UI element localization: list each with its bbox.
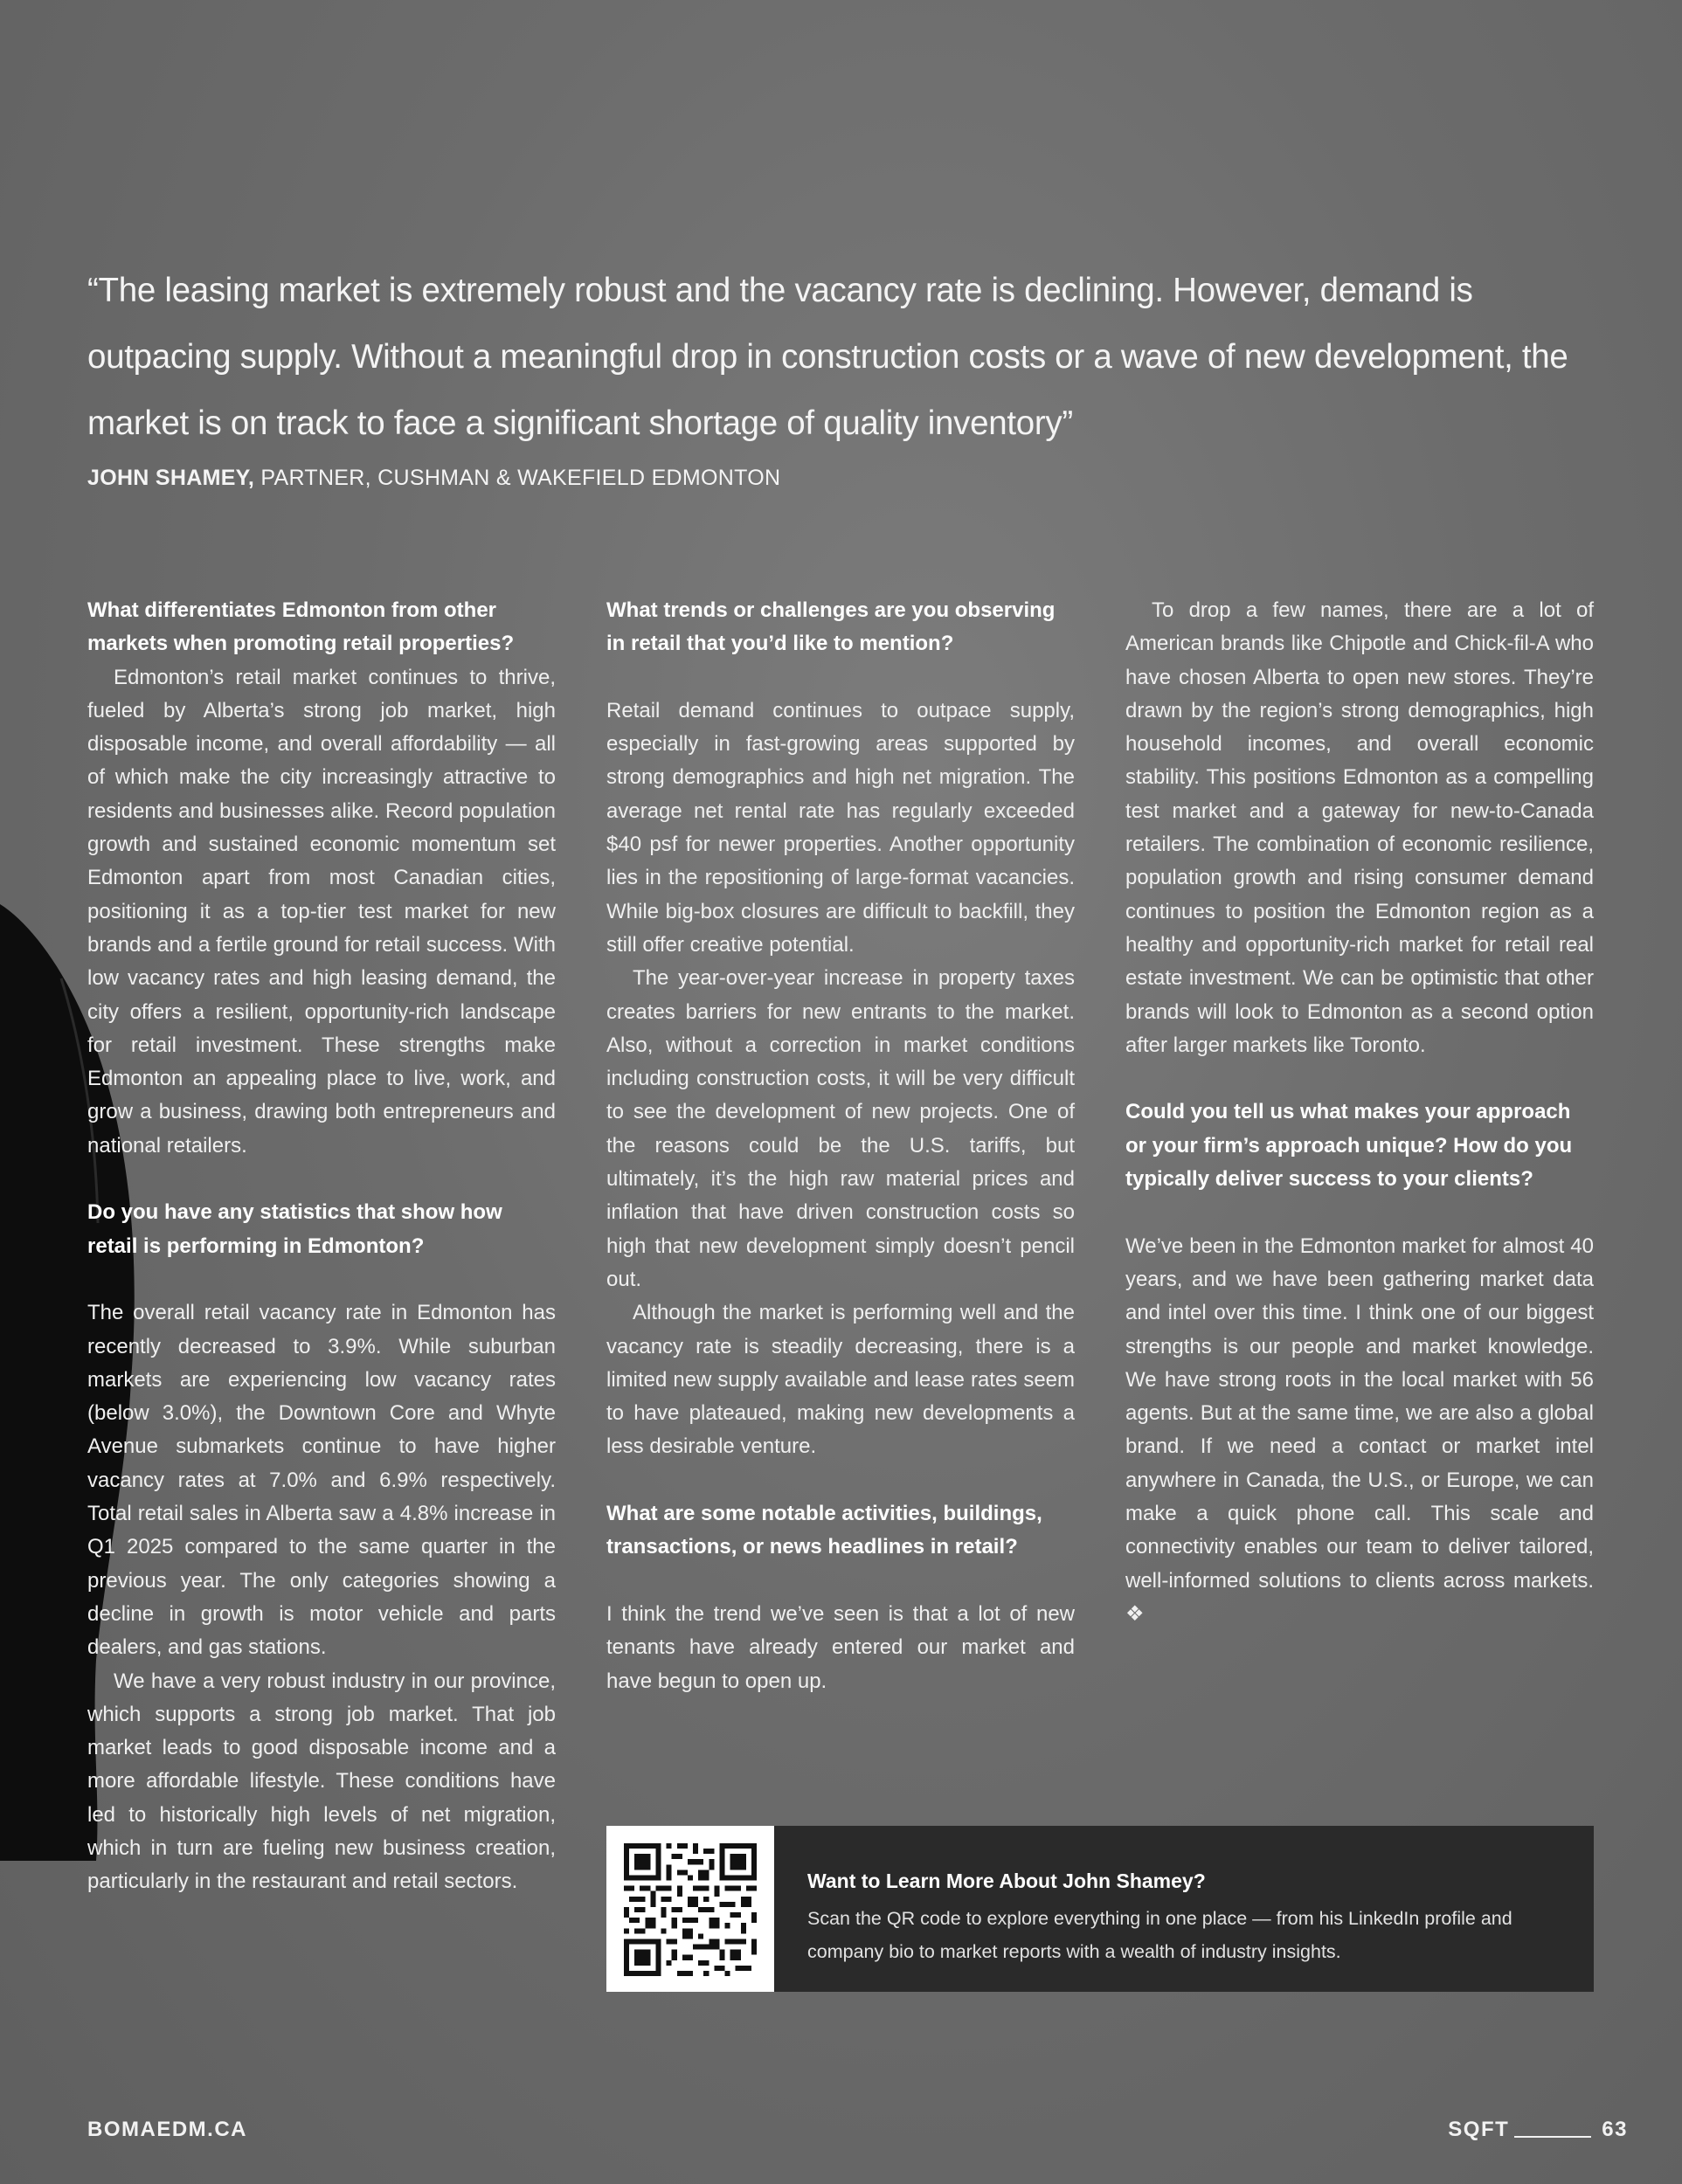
answer-paragraph: The overall retail vacancy rate in Edmonton has recently decreased to 3.9%. While suburban markets are experiencing low vacancy rates (below 3.0%), the Downtown Core and Whyte Avenue submarkets continue to have higher vacancy rates at 7.0% and 6.9% respectively. Total retail sales in Alberta saw a 4.8% increase in Q1 2025 compared to the same quarter in the previous year. The only categories showing a decline in growth is motor vehicle and parts dealers, and gas stations. [87, 1301, 556, 1660]
pull-quote [87, 258, 1590, 491]
footer-folio [1448, 2118, 1628, 2142]
question-heading: Could you tell us what makes your approach or your firm’s approach unique? How do you typically deliver success to your clients? [1125, 1100, 1573, 1192]
article-column-2 [606, 594, 1075, 1698]
answer-paragraph: To drop a few names, there are a lot of American brands like Chipotle and Chick-fil-A who have chosen Alberta to open new stores. They’re drawn by the region’s strong demographics, high household incomes, and overall economic stability. This positions Edmonton as a compelling test market and a gateway for new-to-Canada retailers. The combination of economic resilience, population growth and rising consumer demand continues to position the Edmonton region as a healthy and opportunity-rich market for retail real estate investment. We can be optimistic that other brands will look to Edmonton as a second option after larger markets like Toronto. [1125, 598, 1594, 1057]
answer-paragraph: The year-over-year increase in property taxes creates barriers for new entrants to the market. Also, without a correction in market conditions including construction costs, it will be very difficult to see the development of new projects. One of the reasons could be the U.S. tariffs, but ultimately, it’s the high raw material prices and inflation that have driven construction costs so high that new development simply doesn’t pencil out. [606, 966, 1075, 1291]
callout-body: Scan the QR code to explore everything in one place — from his LinkedIn profile and company bio to market reports with a wealth of industry insights. [807, 1908, 1512, 1962]
article-column-3 [1125, 594, 1594, 1631]
page-number: 63 [1602, 2118, 1628, 2141]
question-heading: What are some notable activities, buildings, transactions, or news headlines in retail? [606, 1502, 1042, 1559]
attribution-title: PARTNER, CUSHMAN & WAKEFIELD EDMONTON [260, 466, 781, 490]
qr-code[interactable] [606, 1826, 774, 1992]
question-heading: What differentiates Edmonton from other markets when promoting retail properties? [87, 598, 515, 656]
question-heading: Do you have any statistics that show how retail is performing in Edmonton? [87, 1200, 502, 1258]
article-column-1 [87, 594, 556, 1899]
pull-quote-text: “The leasing market is extremely robust and the vacancy rate is declining. However, demand is outpacing supply. Without a meaningful drop in construction costs or a wave of new development, the market is on track to face a significant shortage of quality inventory” [87, 272, 1568, 442]
learn-more-callout [606, 1826, 1594, 1992]
qr-code-icon [624, 1843, 757, 1976]
question-heading: What trends or challenges are you observing in retail that you’d like to mention? [606, 598, 1056, 656]
answer-paragraph: We’ve been in the Edmonton market for almost 40 years, and we have been gathering market data and intel over this time. I think one of our biggest strengths is our people and market knowledge. We have strong roots in the local market with 56 agents. But at the same time, we are also a global brand. If we need a contact or market intel anywhere in Canada, the U.S., or Europe, we can make a quick phone call. This scale and connectivity enables our team to deliver tailored, well-informed solutions to clients across markets. ❖ [1125, 1234, 1594, 1626]
attribution-name: JOHN SHAMEY, [87, 466, 255, 490]
answer-paragraph: Retail demand continues to outpace supply, especially in fast-growing areas supported by strong demographics and high net migration. The average net rental rate has regularly exceeded $40 psf for newer properties. Another opportunity lies in the repositioning of large-format vacancies. While big-box closures are difficult to backfill, they still offer creative potential. [606, 698, 1075, 957]
quote-attribution [87, 466, 1590, 491]
answer-paragraph: We have a very robust industry in our province, which supports a strong job market. That job market leads to good disposable income and a more affordable lifestyle. These conditions have led to historically high levels of net migration, which in turn are fueling new business creation, particularly in the restaurant and retail sectors. [87, 1669, 556, 1894]
footer-website: BOMAEDM.CA [87, 2118, 247, 2141]
callout-title: Want to Learn More About John Shamey? [807, 1870, 1206, 1892]
footer-divider [1514, 2136, 1591, 2138]
magazine-name: SQFT [1448, 2118, 1510, 2141]
answer-paragraph: Edmonton’s retail market continues to thrive, fueled by Alberta’s strong job market, high disposable income, and overall affordability — all of which make the city increasingly attractive to residents and businesses alike. Record population growth and sustained economic momentum set Edmonton apart from most Canadian cities, positioning it as a top-tier test market for new brands and a fertile ground for retail success. With low vacancy rates and high leasing demand, the city offers a resilient, opportunity-rich landscape for retail investment. These strengths make Edmonton an appealing place to live, work, and grow a business, drawing both entrepreneurs and national retailers. [87, 665, 556, 1158]
answer-paragraph: I think the trend we’ve seen is that a lot of new tenants have already entered our market and have begun to open up. [606, 1601, 1075, 1693]
answer-paragraph: Although the market is performing well and the vacancy rate is steadily decreasing, there is a limited new supply available and lease rates seem to have plateaued, making new developments a less desirable venture. [606, 1301, 1075, 1459]
